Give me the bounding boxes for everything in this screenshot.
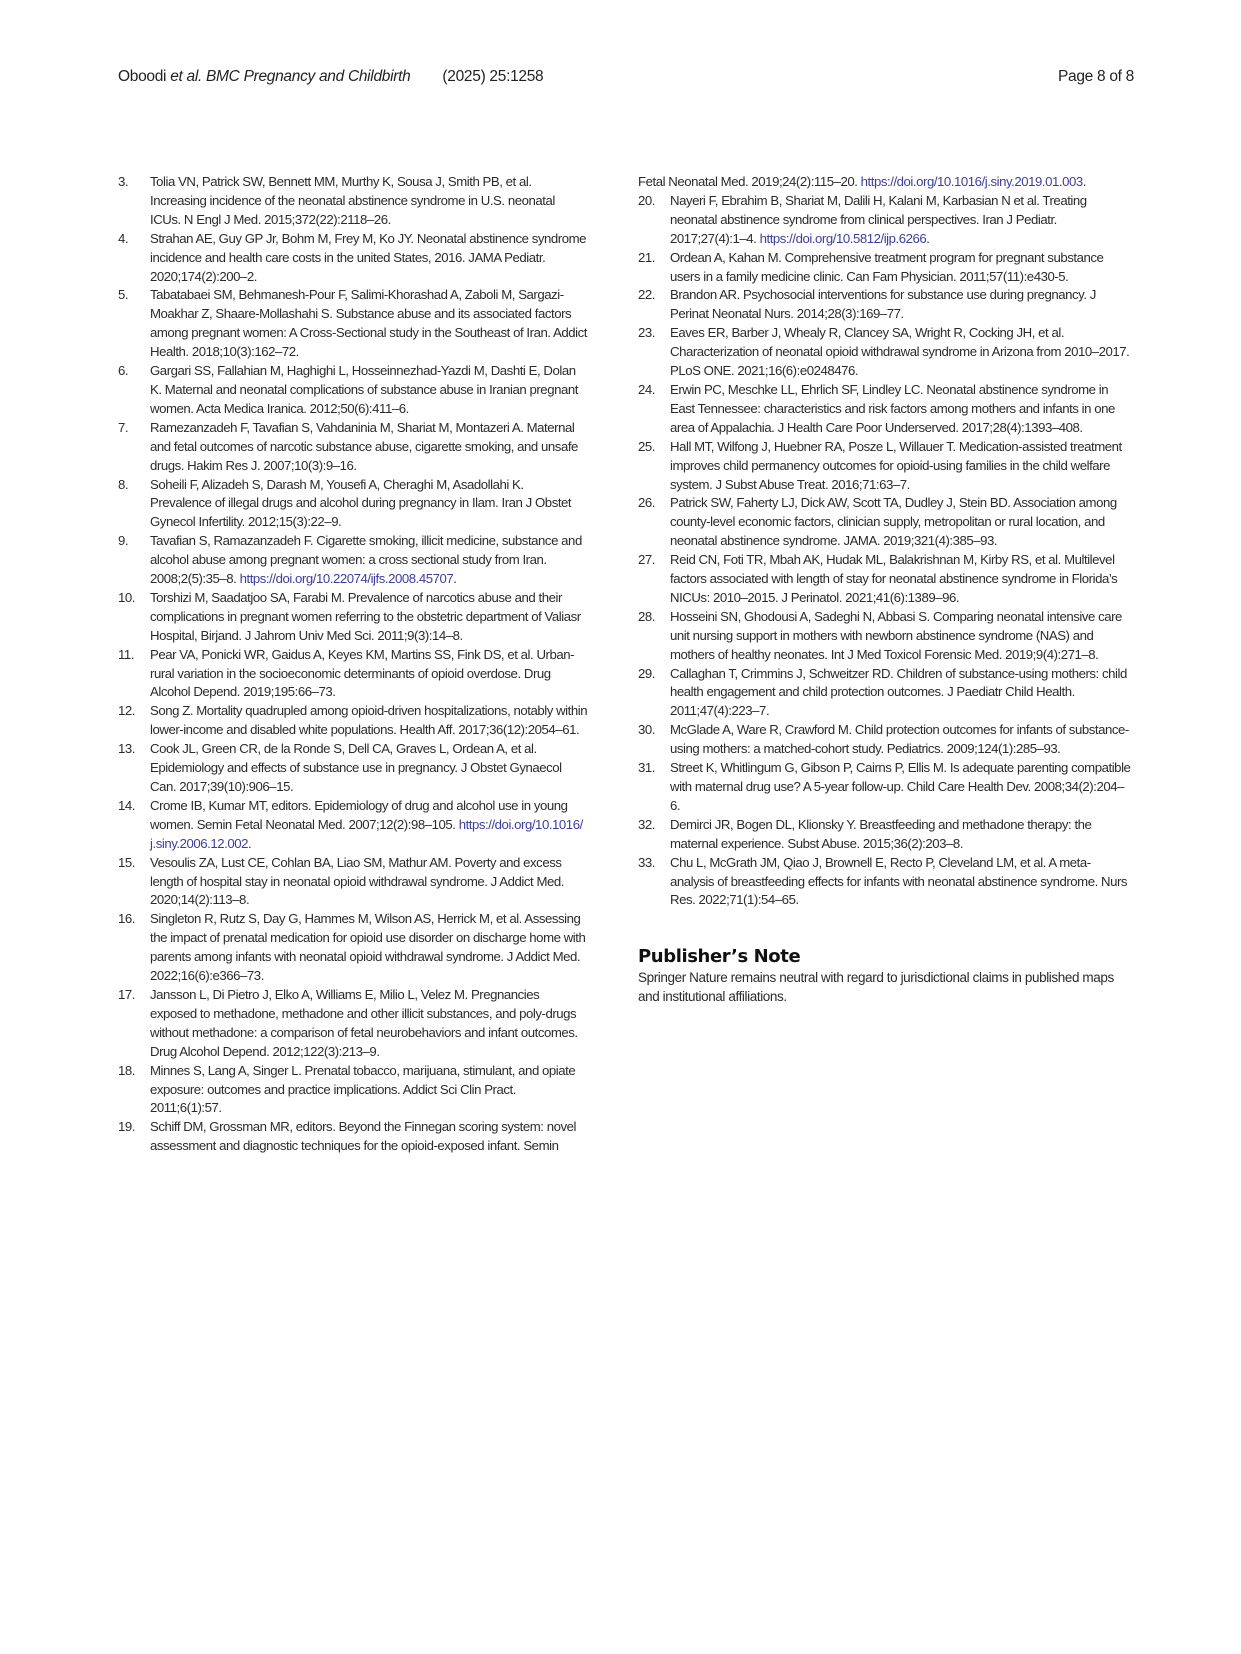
reference-body xyxy=(150,230,588,287)
reference-text: Gargari SS, Fallahian M, Haghighi L, Hosseinnezhad-Yazdi M, Dashti E, Dolan K. Maternal and neonatal complications of substance abuse in Iranian pregnant women. Acta Medica Iranica. 2012;50(6):411–6. xyxy=(150,363,578,416)
period: . xyxy=(247,835,252,851)
reference-text: Cook JL, Green CR, de la Ronde S, Dell CA, Graves L, Ordean A, et al. Epidemiology and effects of substance use in pregnancy. J Obstet Gynaecol Can. 2017;39(10):906–15. xyxy=(150,741,562,794)
reference-item xyxy=(118,986,588,1062)
reference-text: Minnes S, Lang A, Singer L. Prenatal tobacco, marijuana, stimulant, and opiate exposure: outcomes and practice implications. Addict Sci Clin Pract. 2011;6(1):57. xyxy=(150,1062,576,1116)
reference-body xyxy=(670,494,1134,551)
reference-text: Schiff DM, Grossman MR, editors. Beyond the Finnegan scoring system: novel assessment and diagnostic techniques for the opioid-exposed infant. Semin xyxy=(150,1119,577,1154)
reference-body xyxy=(670,324,1134,381)
reference-number: 32. xyxy=(638,816,655,832)
reference-text: Chu L, McGrath JM, Qiao J, Brownell E, Recto P, Cleveland LM, et al. A meta-analysis of breastfeeding effects for infants with neonatal abstinence syndrome. Nurs Res. 2022;71(1):54–65. xyxy=(670,854,1128,908)
reference-text: Tabatabaei SM, Behmanesh-Pour F, Salimi-Khorashad A, Zaboli M, Sargazi-Moakhar Z, Shaare-Mollashahi S. Substance abuse and its associated factors among pregnant women: A Cross-Sectional study in the Southeast of Iran. Addict Health. 2018;10(3):162–72. xyxy=(150,287,587,360)
reference-number: 13. xyxy=(118,741,135,757)
reference-body xyxy=(670,854,1134,911)
reference-item xyxy=(118,1062,588,1119)
reference-item xyxy=(118,702,588,740)
reference-item xyxy=(118,854,588,911)
reference-item xyxy=(638,494,1134,551)
reference-text: Eaves ER, Barber J, Whealy R, Clancey SA, Wright R, Cocking JH, et al. Characterization of neonatal opioid withdrawal syndrome in Arizona from 2010–2017. PLoS ONE. 2021;16(6):e0248476. xyxy=(670,325,1130,379)
doi-link[interactable]: https://doi.org/10.22074/ijfs.2008.45707 xyxy=(239,571,454,587)
reference-item xyxy=(638,324,1134,381)
reference-item xyxy=(118,740,588,797)
period: . xyxy=(926,230,930,246)
reference-item xyxy=(638,551,1134,608)
reference-number: 3. xyxy=(118,174,129,189)
reference-body xyxy=(670,759,1134,816)
reference-number: 11. xyxy=(118,646,135,662)
reference-number: 27. xyxy=(638,552,655,568)
reference-text: Strahan AE, Guy GP Jr, Bohm M, Frey M, Ko JY. Neonatal abstinence syndrome incidence and health care costs in the united States, 2016. JAMA Pediatr. 2020;174(2):200–2. xyxy=(150,230,587,284)
reference-item xyxy=(118,532,588,589)
reference-body xyxy=(150,532,588,589)
reference-text: Brandon AR. Psychosocial interventions for substance use during pregnancy. J Perinat Neonatal Nurs. 2014;28(3):169–77. xyxy=(670,287,1096,322)
reference-number: 31. xyxy=(638,760,655,776)
reference-number: 7. xyxy=(118,419,129,435)
reference-item xyxy=(638,438,1134,495)
reference-number: 26. xyxy=(638,495,655,511)
reference-text: McGlade A, Ware R, Crawford M. Child protection outcomes for infants of substance-using mothers: a matched-cohort study. Pediatrics. 2009;124(1):285–93. xyxy=(670,722,1129,757)
period: . xyxy=(453,571,457,587)
doi-link[interactable]: https://doi.org/10.5812/ijp.6266 xyxy=(759,230,927,246)
reference-number: 28. xyxy=(638,608,655,624)
reference-text: Nayeri F, Ebrahim B, Shariat M, Dalili H, Kalani M, Karbasian N et al. Treating neonatal abstinence syndrome from clinical perspectives. Iran J Pediatr. 2017;27(4):1–4. xyxy=(670,192,1087,246)
reference-item xyxy=(118,910,588,986)
reference-body xyxy=(150,854,588,911)
reference-item xyxy=(118,286,588,362)
reference-item xyxy=(638,608,1134,665)
reference-body xyxy=(150,286,588,362)
reference-text: Tavafian S, Ramazanzadeh F. Cigarette smoking, illicit medicine, substance and alcohol abuse among pregnant women: a cross sectional study from Iran. 2008;2(5):35–8. xyxy=(150,533,582,587)
reference-text: Singleton R, Rutz S, Day G, Hammes M, Wilson AS, Herrick M, et al. Assessing the impact of prenatal medication for opioid use disorder on discharge home with parents among infants with neonatal opioid withdrawal syndrome. J Addict Med. 2022;16(6):e366–73. xyxy=(150,911,586,984)
reference-body xyxy=(670,551,1134,608)
reference-item xyxy=(118,230,588,287)
reference-number: 21. xyxy=(638,249,655,265)
reference-number: 29. xyxy=(638,665,655,681)
reference-number: 10. xyxy=(118,589,135,605)
reference-item xyxy=(638,854,1134,911)
publishers-note-text: Springer Nature remains neutral with regard to jurisdictional claims in published maps and institutional affiliations. xyxy=(638,970,1114,1005)
reference-number: 16. xyxy=(118,911,135,927)
publishers-note-heading: Publisher’s Note xyxy=(638,946,801,968)
reference-body xyxy=(670,192,1134,249)
reference-body xyxy=(670,721,1134,759)
doi-link[interactable]: https://doi.org/10.1016/j.siny.2006.12.002 xyxy=(150,816,583,851)
reference-text: Callaghan T, Crimmins J, Schweitzer RD. Children of substance-using mothers: child health engagement and child protection outcomes. J Paediatr Child Health. 2011;47(4):223–7. xyxy=(670,665,1127,719)
reference-text: Ordean A, Kahan M. Comprehensive treatment program for pregnant substance users in a family medicine clinic. Can Fam Physician. 2011;57(11):e430-5. xyxy=(670,249,1104,284)
reference-text: Demirci JR, Bogen DL, Klionsky Y. Breastfeeding and methadone therapy: the maternal experience. Subst Abuse. 2015;36(2):203–8. xyxy=(670,816,1092,851)
reference-number: 30. xyxy=(638,722,655,738)
reference-number: 23. xyxy=(638,325,655,341)
reference-text: Erwin PC, Meschke LL, Ehrlich SF, Lindley LC. Neonatal abstinence syndrome in East Tennessee: characteristics and risk factors among mothers and infants in one area of Appalachia. J Health Care Poor Underserved. 2017;28(4):1393–408. xyxy=(670,381,1115,435)
reference-number: 22. xyxy=(638,287,655,303)
reference-number: 24. xyxy=(638,381,655,397)
reference-body xyxy=(150,702,588,740)
reference-body xyxy=(150,740,588,797)
reference-number: 9. xyxy=(118,533,129,549)
reference-body xyxy=(150,476,588,533)
reference-text: Reid CN, Foti TR, Mbah AK, Hudak ML, Balakrishnan M, Kirby RS, et al. Multilevel factors associated with length of stay for neonatal abstinence syndrome in Florida’s NICUs: 2010–2015. J Perinatol. 2021;41(6):1389–96. xyxy=(670,552,1118,605)
reference-number: 33. xyxy=(638,854,655,870)
reference-text: Pear VA, Ponicki WR, Gaidus A, Keyes KM, Martins SS, Fink DS, et al. Urban-rural variation in the socioeconomic determinants of opioid overdose. Drug Alcohol Depend. 2019;195:66–73. xyxy=(150,646,575,700)
header-citation xyxy=(118,68,410,86)
reference-body xyxy=(150,910,588,986)
reference-body xyxy=(670,286,1134,324)
reference-body xyxy=(150,419,588,476)
reference-number: 8. xyxy=(118,476,129,492)
reference-item xyxy=(638,721,1134,759)
reference-number: 25. xyxy=(638,438,655,454)
reference-body xyxy=(670,381,1134,438)
reference-text: Jansson L, Di Pietro J, Elko A, Williams E, Milio L, Velez M. Pregnancies exposed to methadone, methadone and other illicit substances, and poly-drugs without methadone: a comparison of fetal neurobehaviors and infant outcomes. Drug Alcohol Depend. 2012;122(3):213–9. xyxy=(150,986,578,1059)
reference-item xyxy=(638,381,1134,438)
reference-item xyxy=(638,759,1134,816)
header-authors: Oboodi xyxy=(118,68,171,85)
reference-body xyxy=(150,173,588,230)
reference-item xyxy=(118,476,588,533)
reference-number: 5. xyxy=(118,287,129,303)
period: . xyxy=(1082,174,1086,189)
reference-text: Tolia VN, Patrick SW, Bennett MM, Murthy K, Sousa J, Smith PB, et al. Increasing incidence of the neonatal abstinence syndrome in U.S. neonatal ICUs. N Engl J Med. 2015;372(22):2118–26. xyxy=(150,174,555,227)
reference-text: Crome IB, Kumar MT, editors. Epidemiology of drug and alcohol use in young women. Semin Fetal Neonatal Med. 2007;12(2):98–105. xyxy=(150,797,568,832)
reference-number: 17. xyxy=(118,986,135,1002)
reference-number: 14. xyxy=(118,797,135,813)
reference-body xyxy=(670,665,1134,722)
reference-number: 20. xyxy=(638,192,655,208)
reference-item xyxy=(118,1118,588,1156)
reference-number: 18. xyxy=(118,1062,135,1078)
reference-body xyxy=(150,1062,588,1119)
reference-body xyxy=(150,797,588,854)
doi-link[interactable]: https://doi.org/10.1016/j.siny.2019.01.003 xyxy=(860,174,1083,189)
reference-body xyxy=(670,816,1134,854)
reference-number: 4. xyxy=(118,230,129,246)
reference-text: Song Z. Mortality quadrupled among opioid-driven hospitalizations, notably within lower-income and disabled white populations. Health Aff. 2017;36(12):2054–61. xyxy=(150,703,588,738)
reference-body xyxy=(150,1118,588,1156)
reference-text: Torshizi M, Saadatjoo SA, Farabi M. Prevalence of narcotics abuse and their complications in pregnant women referring to the obstetric department of Valiasr Hospital, Birjand. J Jahrom Univ Med Sci. 2011;9(3):14–8. xyxy=(150,589,581,643)
reference-number: 12. xyxy=(118,703,135,719)
reference-item xyxy=(118,419,588,476)
reference-item xyxy=(638,816,1134,854)
reference-body xyxy=(670,249,1134,287)
reference-text: Hosseini SN, Ghodousi A, Sadeghi N, Abbasi S. Comparing neonatal intensive care unit nursing support in mothers with newborn abstinence syndrome (NAS) and mothers of healthy neonates. Int J Med Toxicol Forensic Med. 2019;9(4):271–8. xyxy=(670,608,1122,662)
reference-text: Hall MT, Wilfong J, Huebner RA, Posze L, Willauer T. Medication-assisted treatment improves child permanency outcomes for opioid-using families in the child welfare system. J Subst Abuse Treat. 2016;71:63–7. xyxy=(670,438,1122,492)
references-right-column xyxy=(638,173,1134,1007)
reference-body xyxy=(670,438,1134,495)
page-number: Page 8 of 8 xyxy=(1058,68,1134,85)
reference-item xyxy=(118,173,588,230)
reference-text: Vesoulis ZA, Lust CE, Cohlan BA, Liao SM, Mathur AM. Poverty and excess length of hospital stay in neonatal opioid withdrawal syndrome. J Addict Med. 2020;14(2):113–8. xyxy=(150,854,564,908)
running-header xyxy=(118,68,1134,92)
reference-body xyxy=(150,986,588,1062)
reference-item xyxy=(638,192,1134,249)
reference-text: Street K, Whitlingum G, Gibson P, Cairns P, Ellis M. Is adequate parenting compatible with maternal drug use? A 5-year follow-up. Child Care Health Dev. 2008;34(2):204–6. xyxy=(670,760,1131,813)
reference-text: Soheili F, Alizadeh S, Darash M, Yousefi A, Cheraghi M, Asadollahi K. Prevalence of illegal drugs and alcohol during pregnancy in Ilam. Iran J Obstet Gynecol Infertility. 2012;15(3):22–9. xyxy=(150,476,572,530)
reference-body xyxy=(670,608,1134,665)
reference-number: 15. xyxy=(118,854,135,870)
reference-item xyxy=(118,589,588,646)
reference-text: Ramezanzadeh F, Tavafian S, Vahdaninia M, Shariat M, Montazeri A. Maternal and fetal outcomes of narcotic substance abuse, cigarette smoking, and unsafe drugs. Hakim Res J. 2007;10(3):9–16. xyxy=(150,419,578,473)
reference-text: Fetal Neonatal Med. 2019;24(2):115–20. xyxy=(638,174,861,189)
references-left-column xyxy=(118,173,588,1156)
header-volume: (2025) 25:1258 xyxy=(442,68,544,85)
reference-number: 6. xyxy=(118,363,129,379)
reference-body xyxy=(150,362,588,419)
reference-item xyxy=(118,646,588,703)
reference-item xyxy=(638,249,1134,287)
reference-body xyxy=(150,589,588,646)
header-journal: et al. BMC Pregnancy and Childbirth xyxy=(170,68,411,85)
reference-item xyxy=(118,797,588,854)
references-right-list xyxy=(638,192,1134,910)
reference-item xyxy=(638,286,1134,324)
reference-number: 19. xyxy=(118,1119,135,1135)
reference-body xyxy=(150,646,588,703)
reference-text: Patrick SW, Faherty LJ, Dick AW, Scott TA, Dudley J, Stein BD. Association among county-level economic factors, clinician supply, metropolitan or rural location, and neonatal abstinence syndrome. JAMA. 2019;321(4):385–93. xyxy=(670,495,1117,549)
reference-item xyxy=(638,665,1134,722)
reference-item xyxy=(118,362,588,419)
reference-item-19-continuation xyxy=(638,173,1134,192)
